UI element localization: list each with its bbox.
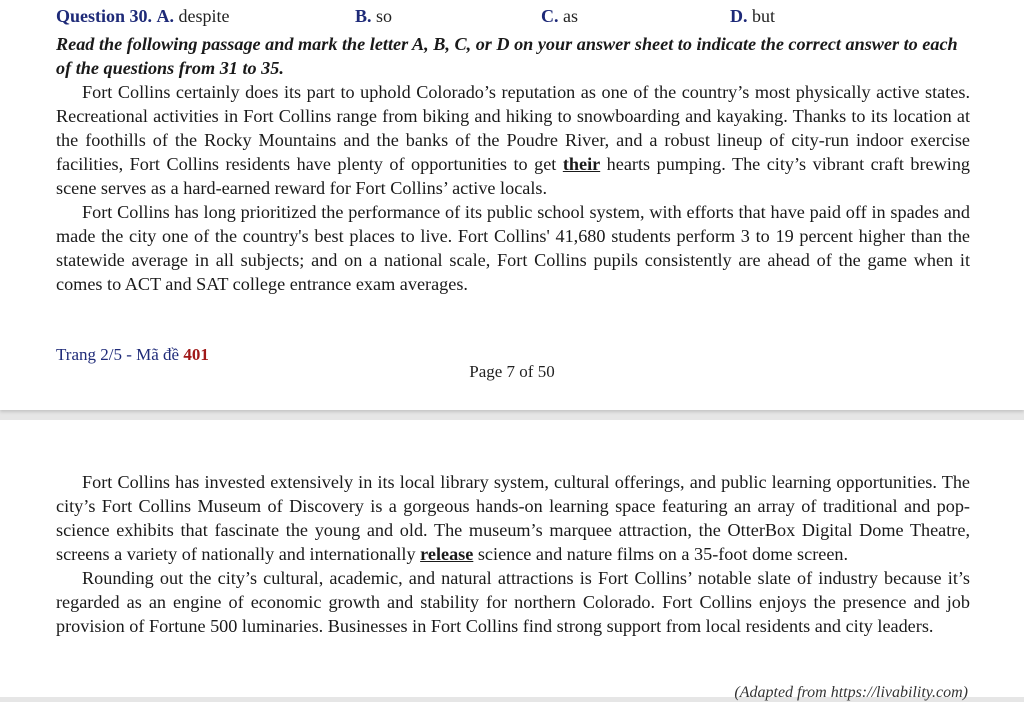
option-d: D. but xyxy=(730,6,776,26)
paragraph-2: Fort Collins has long prioritized the performance of its public school system, with efforts that have paid off in spades and made the city one of the country's best places to live. Fort Collins' 41,680 students perform 3 to 19 percent higher than the statewide average in all subjects; and on a national scale, Fort Collins pupils consistently are ahead of the game when it comes to ACT and SAT college entrance exam averages. xyxy=(56,202,970,294)
paragraph-3: Fort Collins has invested extensively in its local library system, cultural offerings, and public learning opportunities. The city’s Fort Collins Museum of Discovery is a gorgeous hands-on learning space featuring an array of traditional and pop-science exhibits that fascinate the young and old. The museum’s marquee attraction, the OtterBox Digital Dome Theatre, screens a variety of nationally and internationally release science and nature films on a 35-foot dome screen. xyxy=(56,472,970,564)
paragraph-4: Rounding out the city’s cultural, academic, and natural attractions is Fort Collins’ notable slate of industry because it’s regarded as an engine of economic growth and stability for northern Colorado. Fort Collins enjoys the presence and job provision of Fortune 500 luminaries. Businesses in Fort Collins find strong support from local residents and city leaders. xyxy=(56,568,970,636)
underlined-word-their: their xyxy=(562,154,601,174)
page-footer-left: Trang 2/5 - Mã đề 401 xyxy=(56,345,209,364)
instruction: Read the following passage and mark the letter A, B, C, or D on your answer sheet to indicate the correct answer to each of the questions from 31 to 35. xyxy=(56,34,958,78)
option-a: Question 30. A. despite xyxy=(56,6,230,26)
question-30-label: Question 30. xyxy=(56,6,153,26)
source-citation: (Adapted from https://livability.com) xyxy=(734,684,968,701)
paragraph-1: Fort Collins certainly does its part to uphold Colorado’s reputation as one of the country’s most physically active states. Recreational activities in Fort Collins range from biking and hiking to snowboarding and kayaking. Thanks to its location at the foothills of the Rocky Mountains and the banks of the Poudre River, and a robust lineup of city-run indoor exercise facilities, Fort Collins residents have plenty of opportunities to get their hearts pumping. The city’s vibrant craft brewing scene serves as a hard-earned reward for Fort Collins’ active locals. xyxy=(56,82,971,198)
page-1-content xyxy=(56,32,970,296)
option-b: B. so xyxy=(355,6,393,26)
exam-code: 401 xyxy=(183,345,209,364)
page-2-content xyxy=(56,470,970,638)
page-number: Page 7 of 50 xyxy=(469,362,555,381)
underlined-word-release: release xyxy=(420,544,474,564)
option-c: C. as xyxy=(541,6,578,26)
question-30-options xyxy=(56,6,956,30)
document-page-2 xyxy=(0,420,1024,697)
